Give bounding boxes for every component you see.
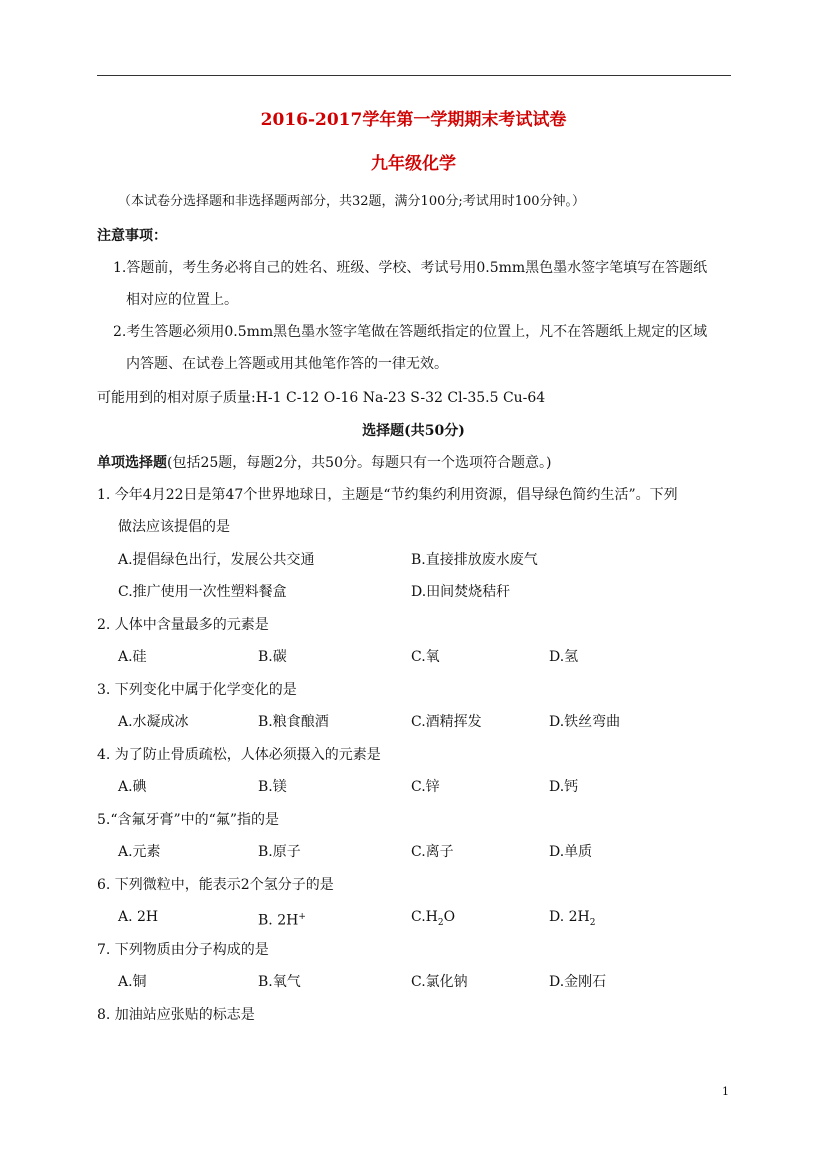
question-5-option-b: B.原子 xyxy=(258,844,301,860)
header-rule xyxy=(97,75,731,76)
question-8-stem: 8. 加油站应张贴的标志是 xyxy=(97,1007,255,1023)
notice-item-2-cont: 内答题、在试卷上答题或用其他笔作答的一律无效。 xyxy=(126,356,448,372)
question-3-stem: 3. 下列变化中属于化学变化的是 xyxy=(97,682,297,698)
notice-item-1-cont: 相对应的位置上。 xyxy=(126,292,238,308)
question-7-option-b: B.氧气 xyxy=(258,974,301,990)
question-4-option-b: B.镁 xyxy=(258,779,287,795)
question-1-option-d: D.田间焚烧秸秆 xyxy=(411,584,511,600)
page-number: 1 xyxy=(722,1085,729,1098)
question-6-option-c-tail: O xyxy=(443,909,456,925)
atomic-masses: 可能用到的相对原子质量:H-1 C-12 O-16 Na-23 S-32 Cl-35.5 Cu-64 xyxy=(97,390,546,406)
question-1-option-a: A.提倡绿色出行，发展公共交通 xyxy=(118,552,315,568)
question-7-option-c: C.氯化钠 xyxy=(411,974,468,990)
question-1-stem-cont: 做法应该提倡的是 xyxy=(118,519,230,535)
question-3-option-b: B.粮食酿酒 xyxy=(258,714,329,730)
question-6-option-d xyxy=(549,907,595,933)
question-2-option-a: A.硅 xyxy=(118,649,147,665)
question-6-option-c xyxy=(411,907,455,933)
question-2-option-d: D.氢 xyxy=(549,649,579,665)
question-7-option-a: A.铜 xyxy=(118,974,147,990)
question-1-stem: 1. 今年4月22日是第47个世界地球日，主题是“节约集约利用资源，倡导绿色简约生活”。下列 xyxy=(97,487,678,503)
question-3-option-a: A.水凝成冰 xyxy=(118,714,189,730)
question-5-stem: 5.“含氟牙膏”中的“氟”指的是 xyxy=(97,812,279,828)
question-6-option-c-text: C.H xyxy=(411,909,438,925)
question-6-option-b xyxy=(258,907,306,931)
question-6-option-b-charge: + xyxy=(298,912,306,922)
section-intro xyxy=(97,453,551,473)
question-6-option-b-text: B. 2H xyxy=(258,912,299,929)
question-5-option-a: A.元素 xyxy=(118,844,161,860)
exam-note: （本试卷分选择题和非选择题两部分，共32题，满分100分;考试用时100分钟。） xyxy=(118,194,586,209)
question-5-option-c: C.离子 xyxy=(411,844,454,860)
question-2-option-b: B.碳 xyxy=(258,649,287,665)
question-4-option-a: A.碘 xyxy=(118,779,147,795)
section-intro-text: (包括25题，每题2分，共50分。每题只有一个选项符合题意。) xyxy=(167,455,552,471)
question-6-option-a: A. 2H xyxy=(118,909,159,925)
question-1-option-c: C.推广使用一次性塑料餐盒 xyxy=(118,584,287,600)
question-5-option-d: D.单质 xyxy=(549,844,593,860)
page-subtitle: 九年级化学 xyxy=(371,154,456,174)
section-intro-label: 单项选择题 xyxy=(97,455,167,471)
question-6-option-c-subscript: 2 xyxy=(437,917,444,928)
question-6-option-d-text: D. 2H xyxy=(549,909,590,925)
question-7-stem: 7. 下列物质由分子构成的是 xyxy=(97,942,269,958)
notice-item-2: 2.考生答题必须用0.5mm黑色墨水签字笔做在答题纸指定的位置上，凡不在答题纸上规定的区域 xyxy=(113,324,708,340)
question-1-option-b: B.直接排放废水废气 xyxy=(411,552,538,568)
notice-heading: 注意事项： xyxy=(97,228,167,244)
question-4-option-d: D.钙 xyxy=(549,779,579,795)
question-7-option-d: D.金刚石 xyxy=(549,974,607,990)
question-2-stem: 2. 人体中含量最多的元素是 xyxy=(97,617,269,633)
question-3-option-d: D.铁丝弯曲 xyxy=(549,714,621,730)
question-3-option-c: C.酒精挥发 xyxy=(411,714,482,730)
notice-item-1: 1.答题前，考生务必将自己的姓名、班级、学校、考试号用0.5mm黑色墨水签字笔填写在答题纸 xyxy=(113,260,708,276)
section-title: 选择题(共50分) xyxy=(362,423,465,439)
page-title: 2016-2017学年第一学期期末考试试卷 xyxy=(260,110,567,130)
question-6-stem: 6. 下列微粒中，能表示2个氢分子的是 xyxy=(97,877,334,893)
question-2-option-c: C.氧 xyxy=(411,649,440,665)
question-4-option-c: C.锌 xyxy=(411,779,440,795)
question-6-option-d-subscript: 2 xyxy=(589,917,596,928)
question-4-stem: 4. 为了防止骨质疏松，人体必须摄入的元素是 xyxy=(97,747,381,763)
